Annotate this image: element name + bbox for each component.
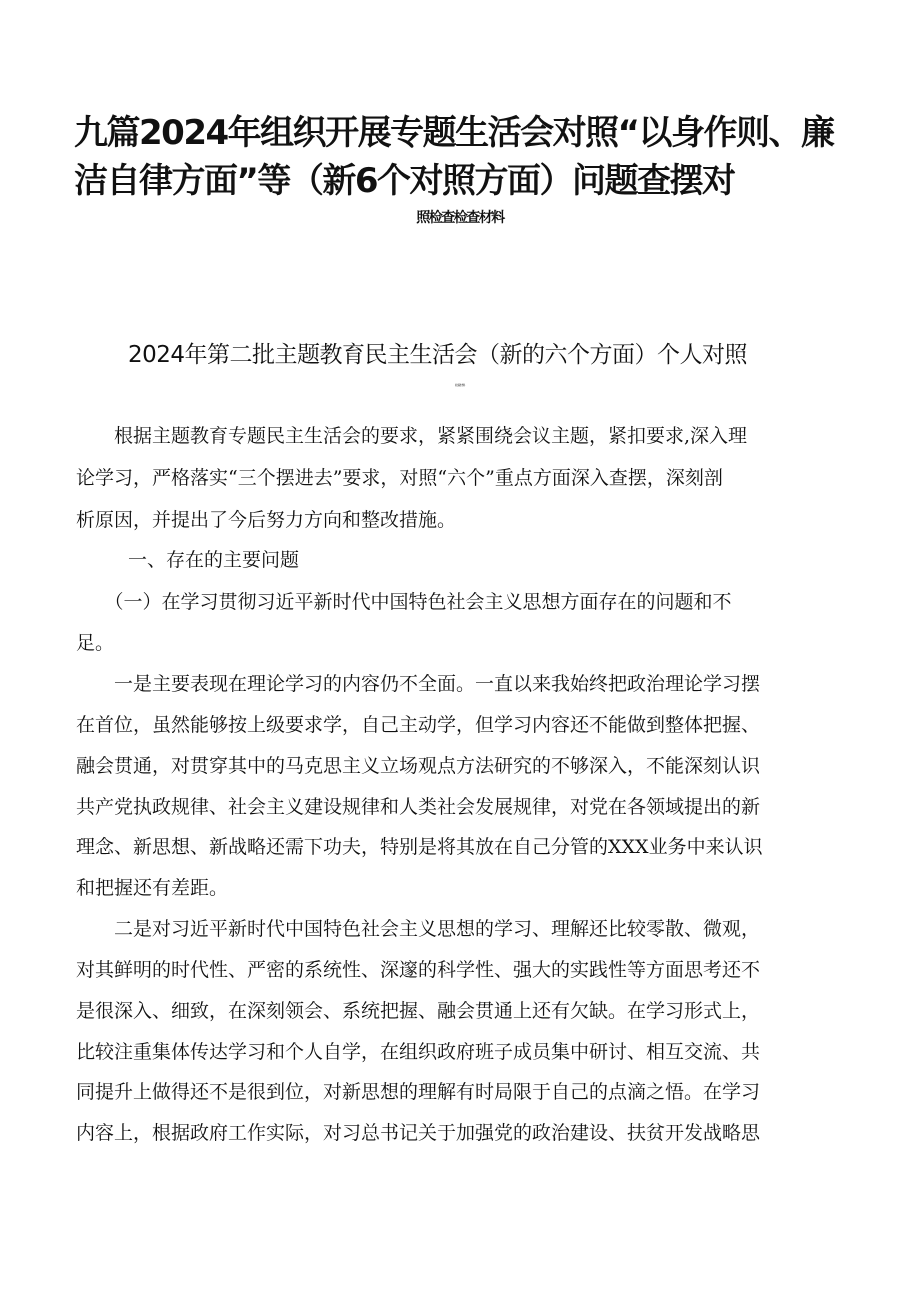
body-line: 和把握还有差距。 — [76, 877, 229, 899]
body-line: 对其鲜明的时代性、严密的系统性、深邃的科学性、强大的实践性等方面思考还不 — [76, 959, 761, 981]
body-line: 同提升上做得还不是很到位，对新思想的理解有时局限于自己的点滴之悟。在学习 — [76, 1081, 761, 1103]
body-line: 在首位，虽然能够按上级要求学，自己主动学，但学习内容还不能做到整体把握、 — [76, 714, 761, 736]
body-line: （一）在学习贯彻习近平新时代中国特色社会主义思想方面存在的问题和不 — [76, 591, 732, 613]
subtitle-line-1: 2024年第二批主题教育民主生活会（新的六个方面）个人对照 — [128, 342, 748, 368]
body-line: 一是主要表现在理论学习的内容仍不全面。一直以来我始终把政治理论学习摆 — [76, 673, 761, 695]
body-line: 足。 — [76, 632, 115, 654]
body-line: 是很深入、细致，在深刻领会、系统把握、融会贯通上还有欠缺。在学习形式上， — [76, 1000, 761, 1022]
document-title-line-1: 九篇2024年组织开展专题生活会对照“以身作则、廉 — [74, 113, 834, 153]
body-line: 论学习，严格落实“三个摆进去”要求，对照“六个”重点方面深入查摆，深刻剖 — [76, 467, 723, 489]
document-title-line-3: 照检查检查材料 — [416, 210, 504, 226]
body-line: 共产党执政规律、社会主义建设规律和人类社会发展规律，对党在各领域提出的新 — [76, 796, 761, 818]
body-line: 理念、新思想、新战略还需下功夫，特别是将其放在自己分管的XXX业务中来认识 — [76, 836, 763, 858]
body-line: 析原因，并提出了今后努力方向和整改措施。 — [76, 509, 457, 531]
body-line: 比较注重集体传达学习和个人自学，在组织政府班子成员集中研讨、相互交流、共 — [76, 1041, 761, 1063]
body-line: 融会贯通，对贯穿其中的马克思主义立场观点方法研究的不够深入，不能深刻认识 — [76, 755, 761, 777]
section-heading: 一、存在的主要问题 — [128, 549, 300, 571]
body-line: 根据主题教育专题民主生活会的要求，紧紧围绕会议主题，紧扣要求,深入理 — [76, 425, 748, 447]
body-line: 内容上，根据政府工作实际，对习总书记关于加强党的政治建设、扶贫开发战略思 — [76, 1122, 761, 1144]
body-line: 二是对习近平新时代中国特色社会主义思想的学习、理解还比较零散、微观， — [76, 918, 761, 940]
subtitle-line-2: 检查材料 — [454, 383, 465, 387]
document-title-line-2: 洁自律方面”等（新6个对照方面）问题查摆对 — [74, 161, 735, 201]
